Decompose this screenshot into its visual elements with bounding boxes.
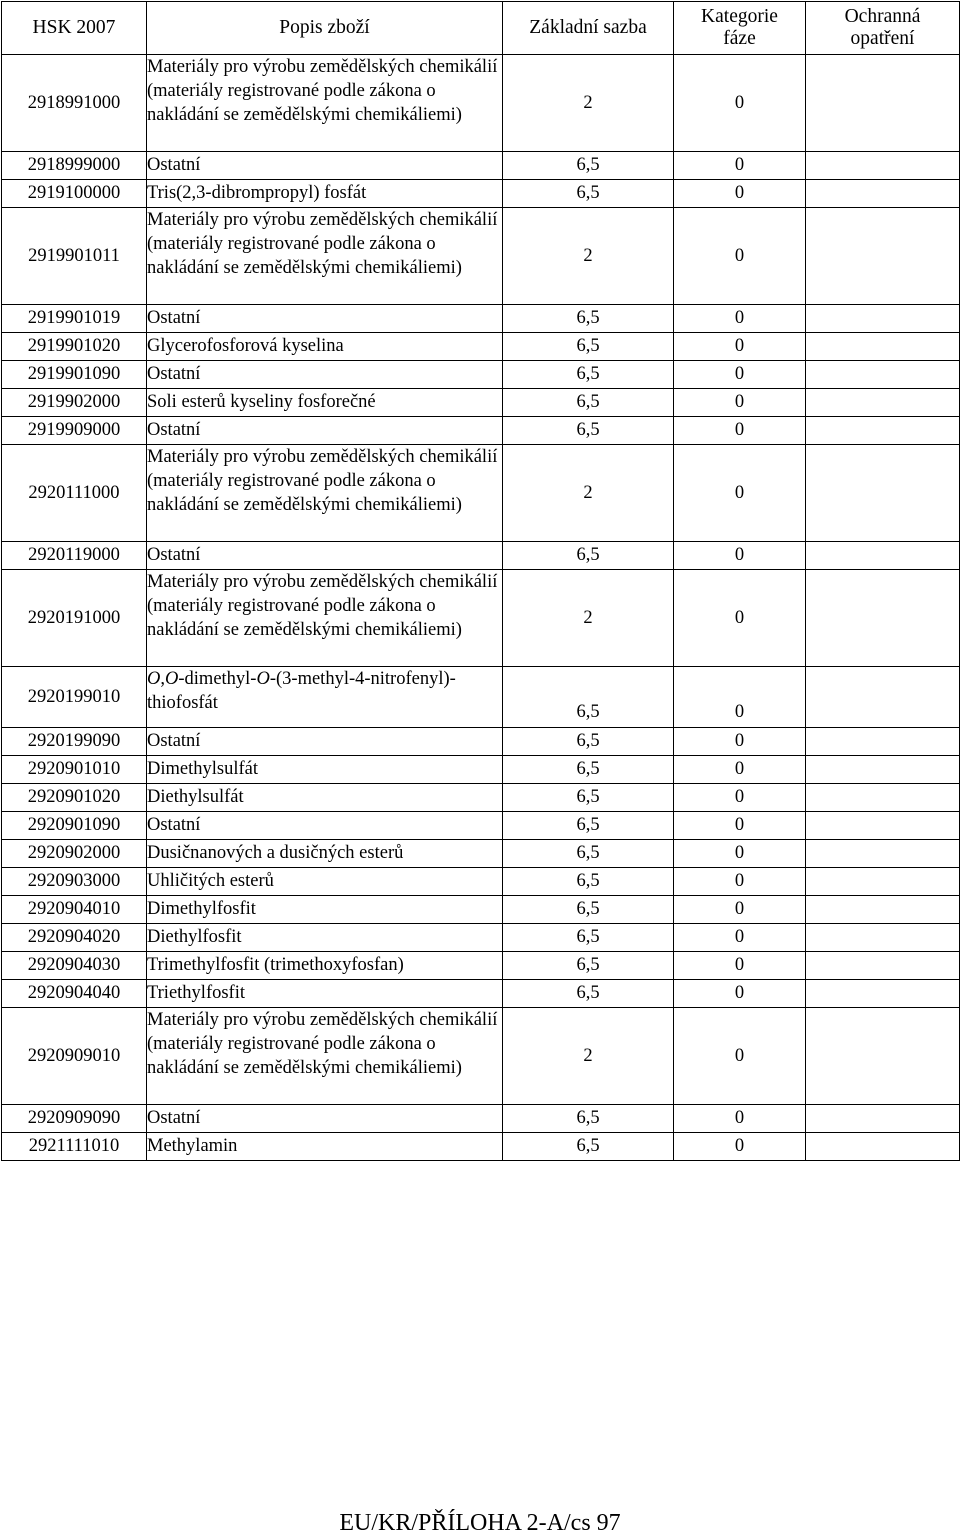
cell-safeguard [806,952,960,980]
cell-category: 0 [674,361,806,389]
cell-description: Diethylfosfit [147,924,503,952]
header-description: Popis zboží [147,2,503,55]
cell-category: 0 [674,445,806,542]
cell-base-rate: 6,5 [503,667,674,728]
table-row [2,1133,960,1161]
cell-description: Ostatní [147,417,503,445]
table-row [2,445,960,542]
cell-description: Ostatní [147,542,503,570]
cell-category: 0 [674,305,806,333]
table-row [2,570,960,667]
cell-description: Ostatní [147,812,503,840]
cell-category: 0 [674,896,806,924]
cell-safeguard [806,812,960,840]
cell-category: 0 [674,952,806,980]
table-row [2,361,960,389]
cell-safeguard [806,55,960,152]
cell-code: 2920902000 [2,840,147,868]
cell-category: 0 [674,868,806,896]
cell-safeguard [806,924,960,952]
cell-code: 2920909010 [2,1008,147,1105]
cell-description: Dimethylfosfit [147,896,503,924]
cell-code: 2919100000 [2,180,147,208]
cell-safeguard [806,728,960,756]
cell-base-rate: 6,5 [503,1133,674,1161]
cell-description: Ostatní [147,728,503,756]
cell-base-rate: 6,5 [503,924,674,952]
cell-description: O,O-dimethyl-O-(3-methyl-4-nitrofenyl)-thiofosfát [147,667,503,728]
table-row [2,152,960,180]
cell-safeguard [806,1105,960,1133]
cell-category: 0 [674,542,806,570]
cell-code: 2919901090 [2,361,147,389]
cell-safeguard [806,361,960,389]
cell-base-rate: 6,5 [503,980,674,1008]
cell-base-rate: 2 [503,445,674,542]
cell-base-rate: 2 [503,1008,674,1105]
cell-base-rate: 6,5 [503,812,674,840]
cell-description: Dusičnanových a dusičných esterů [147,840,503,868]
cell-safeguard [806,896,960,924]
cell-description: Ostatní [147,1105,503,1133]
cell-base-rate: 6,5 [503,784,674,812]
cell-safeguard [806,417,960,445]
cell-code: 2918991000 [2,55,147,152]
cell-base-rate: 2 [503,570,674,667]
table-row [2,952,960,980]
cell-base-rate: 6,5 [503,756,674,784]
cell-category: 0 [674,1133,806,1161]
cell-base-rate: 6,5 [503,417,674,445]
cell-category: 0 [674,570,806,667]
cell-code: 2919901011 [2,208,147,305]
cell-safeguard [806,1008,960,1105]
header-base-rate: Základní sazba [503,2,674,55]
cell-safeguard [806,389,960,417]
table-row [2,305,960,333]
table-row [2,417,960,445]
cell-base-rate: 6,5 [503,305,674,333]
cell-safeguard [806,542,960,570]
cell-category: 0 [674,417,806,445]
cell-code: 2920901090 [2,812,147,840]
cell-code: 2919902000 [2,389,147,417]
cell-base-rate: 6,5 [503,840,674,868]
table-body [2,55,960,1161]
table-row [2,896,960,924]
cell-safeguard [806,868,960,896]
cell-code: 2920191000 [2,570,147,667]
table-row [2,333,960,361]
cell-code: 2919901019 [2,305,147,333]
cell-base-rate: 6,5 [503,333,674,361]
cell-description: Uhličitých esterů [147,868,503,896]
table-row [2,208,960,305]
cell-category: 0 [674,840,806,868]
cell-base-rate: 6,5 [503,180,674,208]
cell-safeguard [806,980,960,1008]
cell-category: 0 [674,667,806,728]
table-row [2,180,960,208]
cell-category: 0 [674,1008,806,1105]
table-row [2,55,960,152]
page-footer: EU/KR/PŘÍLOHA 2-A/cs 97 [339,1510,621,1536]
cell-code: 2920901010 [2,756,147,784]
cell-category: 0 [674,812,806,840]
cell-category: 0 [674,152,806,180]
cell-base-rate: 6,5 [503,389,674,417]
cell-base-rate: 6,5 [503,868,674,896]
cell-description: Glycerofosforová kyselina [147,333,503,361]
cell-code: 2921111010 [2,1133,147,1161]
cell-description: Materiály pro výrobu zemědělských chemikálií (materiály registrované podle zákona o nakládání se zemědělskými chemikáliemi) [147,570,503,667]
cell-category: 0 [674,756,806,784]
tariff-table [1,1,960,1161]
cell-description: Ostatní [147,361,503,389]
cell-safeguard [806,1133,960,1161]
table-row [2,980,960,1008]
table-row [2,667,960,728]
cell-base-rate: 6,5 [503,361,674,389]
table-row [2,868,960,896]
cell-category: 0 [674,55,806,152]
cell-safeguard [806,840,960,868]
cell-description: Materiály pro výrobu zemědělských chemikálií (materiály registrované podle zákona o nakládání se zemědělskými chemikáliemi) [147,445,503,542]
cell-base-rate: 2 [503,55,674,152]
cell-code: 2920904030 [2,952,147,980]
cell-safeguard [806,445,960,542]
header-category: Kategorie fáze [674,2,806,55]
cell-safeguard [806,784,960,812]
cell-code: 2920199090 [2,728,147,756]
cell-description: Soli esterů kyseliny fosforečné [147,389,503,417]
header-safeguard: Ochranná opatření [806,2,960,55]
cell-description: Trimethylfosfit (trimethoxyfosfan) [147,952,503,980]
cell-safeguard [806,180,960,208]
cell-code: 2918999000 [2,152,147,180]
cell-safeguard [806,333,960,361]
cell-category: 0 [674,980,806,1008]
cell-category: 0 [674,924,806,952]
cell-base-rate: 6,5 [503,542,674,570]
cell-description: Methylamin [147,1133,503,1161]
cell-code: 2920904010 [2,896,147,924]
cell-base-rate: 6,5 [503,728,674,756]
cell-code: 2920199010 [2,667,147,728]
cell-description: Dimethylsulfát [147,756,503,784]
table-row [2,840,960,868]
cell-code: 2919901020 [2,333,147,361]
table-row [2,812,960,840]
cell-code: 2919909000 [2,417,147,445]
cell-description: Ostatní [147,305,503,333]
table-row [2,1105,960,1133]
table-row [2,542,960,570]
header-code: HSK 2007 [2,2,147,55]
table-row [2,784,960,812]
cell-base-rate: 6,5 [503,152,674,180]
cell-category: 0 [674,180,806,208]
cell-base-rate: 6,5 [503,1105,674,1133]
cell-safeguard [806,667,960,728]
table-row [2,389,960,417]
cell-safeguard [806,152,960,180]
cell-safeguard [806,570,960,667]
cell-description: Materiály pro výrobu zemědělských chemikálií (materiály registrované podle zákona o nakládání se zemědělskými chemikáliemi) [147,208,503,305]
cell-category: 0 [674,728,806,756]
cell-safeguard [806,208,960,305]
cell-code: 2920904020 [2,924,147,952]
cell-code: 2920904040 [2,980,147,1008]
cell-description: Triethylfosfit [147,980,503,1008]
cell-base-rate: 6,5 [503,952,674,980]
cell-description: Tris(2,3-dibrompropyl) fosfát [147,180,503,208]
cell-category: 0 [674,208,806,305]
table-row [2,1008,960,1105]
cell-code: 2920903000 [2,868,147,896]
table-header-row [2,2,960,55]
cell-category: 0 [674,1105,806,1133]
cell-base-rate: 2 [503,208,674,305]
cell-description: Materiály pro výrobu zemědělských chemikálií (materiály registrované podle zákona o nakládání se zemědělskými chemikáliemi) [147,1008,503,1105]
cell-base-rate: 6,5 [503,896,674,924]
table-row [2,728,960,756]
cell-description: Diethylsulfát [147,784,503,812]
cell-code: 2920909090 [2,1105,147,1133]
cell-code: 2920111000 [2,445,147,542]
table-row [2,756,960,784]
cell-code: 2920901020 [2,784,147,812]
cell-category: 0 [674,389,806,417]
cell-category: 0 [674,333,806,361]
cell-code: 2920119000 [2,542,147,570]
cell-safeguard [806,305,960,333]
table-row [2,924,960,952]
cell-category: 0 [674,784,806,812]
cell-safeguard [806,756,960,784]
cell-description: Ostatní [147,152,503,180]
cell-description: Materiály pro výrobu zemědělských chemikálií (materiály registrované podle zákona o nakládání se zemědělskými chemikáliemi) [147,55,503,152]
